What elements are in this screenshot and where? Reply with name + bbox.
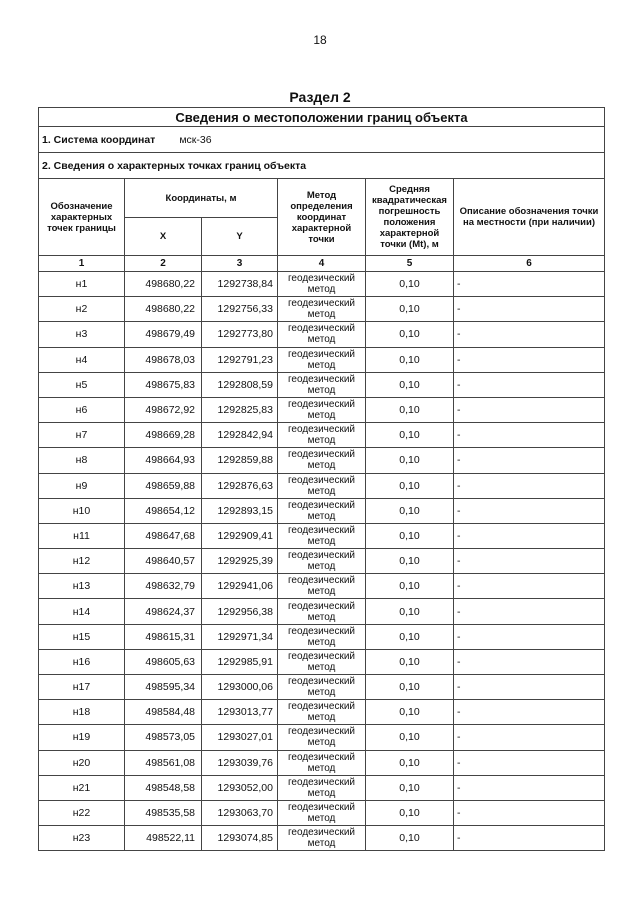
error-cell: 0,10 xyxy=(366,397,454,422)
method-cell: геодезический метод xyxy=(278,826,366,851)
method-cell: геодезический метод xyxy=(278,775,366,800)
point-name-cell: н17 xyxy=(39,675,125,700)
x-coordinate-cell: 498584,48 xyxy=(125,700,202,725)
description-cell: - xyxy=(454,599,605,624)
description-cell: - xyxy=(454,624,605,649)
point-name-cell: н3 xyxy=(39,322,125,347)
y-coordinate-cell: 1293013,77 xyxy=(202,700,278,725)
object-title-row xyxy=(39,108,605,127)
x-coordinate-cell: 498548,58 xyxy=(125,775,202,800)
y-coordinate-cell: 1293052,00 xyxy=(202,775,278,800)
table-row xyxy=(39,826,605,851)
point-name-cell: н4 xyxy=(39,347,125,372)
x-coordinate-cell: 498672,92 xyxy=(125,397,202,422)
method-cell: геодезический метод xyxy=(278,473,366,498)
coordinate-system-row xyxy=(39,127,605,153)
method-cell: геодезический метод xyxy=(278,624,366,649)
description-cell: - xyxy=(454,574,605,599)
y-coordinate-cell: 1292859,88 xyxy=(202,448,278,473)
point-name-cell: н8 xyxy=(39,448,125,473)
y-coordinate-cell: 1292893,15 xyxy=(202,498,278,523)
y-coordinate-cell: 1292941,06 xyxy=(202,574,278,599)
x-coordinate-cell: 498680,22 xyxy=(125,297,202,322)
table-row xyxy=(39,549,605,574)
point-name-cell: н19 xyxy=(39,725,125,750)
error-cell: 0,10 xyxy=(366,649,454,674)
description-cell: - xyxy=(454,800,605,825)
column-number: 1 xyxy=(39,256,125,272)
table-row xyxy=(39,397,605,422)
y-coordinate-cell: 1293063,70 xyxy=(202,800,278,825)
error-cell: 0,10 xyxy=(366,347,454,372)
error-cell: 0,10 xyxy=(366,599,454,624)
error-cell: 0,10 xyxy=(366,800,454,825)
table-row xyxy=(39,448,605,473)
header-row-top xyxy=(39,179,605,218)
column-number-row xyxy=(39,256,605,272)
table-row xyxy=(39,675,605,700)
error-cell: 0,10 xyxy=(366,775,454,800)
method-cell: геодезический метод xyxy=(278,750,366,775)
y-coordinate-cell: 1293027,01 xyxy=(202,725,278,750)
description-cell: - xyxy=(454,549,605,574)
description-cell: - xyxy=(454,372,605,397)
description-cell: - xyxy=(454,397,605,422)
method-cell: геодезический метод xyxy=(278,498,366,523)
point-name-cell: н15 xyxy=(39,624,125,649)
point-name-cell: н9 xyxy=(39,473,125,498)
y-coordinate-cell: 1292808,59 xyxy=(202,372,278,397)
column-number: 4 xyxy=(278,256,366,272)
method-cell: геодезический метод xyxy=(278,800,366,825)
table-row xyxy=(39,599,605,624)
table-row xyxy=(39,574,605,599)
error-cell: 0,10 xyxy=(366,297,454,322)
method-cell: геодезический метод xyxy=(278,549,366,574)
x-coordinate-cell: 498675,83 xyxy=(125,372,202,397)
description-cell: - xyxy=(454,649,605,674)
y-coordinate-cell: 1292738,84 xyxy=(202,272,278,297)
method-cell: геодезический метод xyxy=(278,725,366,750)
point-name-cell: н18 xyxy=(39,700,125,725)
error-cell: 0,10 xyxy=(366,700,454,725)
table-row xyxy=(39,347,605,372)
point-name-cell: н14 xyxy=(39,599,125,624)
error-cell: 0,10 xyxy=(366,624,454,649)
point-name-cell: н11 xyxy=(39,523,125,548)
y-coordinate-cell: 1293039,76 xyxy=(202,750,278,775)
method-cell: геодезический метод xyxy=(278,599,366,624)
x-coordinate-cell: 498573,05 xyxy=(125,725,202,750)
table-row xyxy=(39,700,605,725)
table-row xyxy=(39,498,605,523)
object-title: Сведения о местоположении границ объекта xyxy=(39,108,605,127)
header-y: Y xyxy=(202,218,278,256)
header-error: Средняя квадратическая погрешность положения характерной точки (Mt), м xyxy=(366,179,454,256)
y-coordinate-cell: 1292876,63 xyxy=(202,473,278,498)
y-coordinate-cell: 1292773,80 xyxy=(202,322,278,347)
y-coordinate-cell: 1293074,85 xyxy=(202,826,278,851)
table-row xyxy=(39,649,605,674)
y-coordinate-cell: 1292909,41 xyxy=(202,523,278,548)
header-method: Метод определения координат характерной точки xyxy=(278,179,366,256)
x-coordinate-cell: 498678,03 xyxy=(125,347,202,372)
description-cell: - xyxy=(454,675,605,700)
error-cell: 0,10 xyxy=(366,826,454,851)
point-name-cell: н10 xyxy=(39,498,125,523)
x-coordinate-cell: 498615,31 xyxy=(125,624,202,649)
point-name-cell: н12 xyxy=(39,549,125,574)
point-name-cell: н22 xyxy=(39,800,125,825)
x-coordinate-cell: 498654,12 xyxy=(125,498,202,523)
x-coordinate-cell: 498561,08 xyxy=(125,750,202,775)
point-name-cell: н20 xyxy=(39,750,125,775)
table-row xyxy=(39,750,605,775)
y-coordinate-cell: 1292791,23 xyxy=(202,347,278,372)
point-name-cell: н23 xyxy=(39,826,125,851)
section-title: Раздел 2 xyxy=(289,89,351,105)
y-coordinate-cell: 1292756,33 xyxy=(202,297,278,322)
coordinate-system-value: мск-36 xyxy=(179,133,212,146)
x-coordinate-cell: 498595,34 xyxy=(125,675,202,700)
method-cell: геодезический метод xyxy=(278,322,366,347)
method-cell: геодезический метод xyxy=(278,649,366,674)
method-cell: геодезический метод xyxy=(278,574,366,599)
error-cell: 0,10 xyxy=(366,322,454,347)
points-section-row xyxy=(39,153,605,179)
x-coordinate-cell: 498679,49 xyxy=(125,322,202,347)
table-row xyxy=(39,473,605,498)
description-cell: - xyxy=(454,775,605,800)
table-row xyxy=(39,800,605,825)
x-coordinate-cell: 498535,58 xyxy=(125,800,202,825)
table-row xyxy=(39,372,605,397)
method-cell: геодезический метод xyxy=(278,272,366,297)
method-cell: геодезический метод xyxy=(278,423,366,448)
error-cell: 0,10 xyxy=(366,473,454,498)
description-cell: - xyxy=(454,297,605,322)
column-number: 3 xyxy=(202,256,278,272)
point-name-cell: н21 xyxy=(39,775,125,800)
y-coordinate-cell: 1292985,91 xyxy=(202,649,278,674)
table-row xyxy=(39,297,605,322)
description-cell: - xyxy=(454,473,605,498)
description-cell: - xyxy=(454,523,605,548)
error-cell: 0,10 xyxy=(366,448,454,473)
header-description: Описание обозначения точки на местности (при наличии) xyxy=(454,179,605,256)
method-cell: геодезический метод xyxy=(278,347,366,372)
header-point-name: Обозначение характерных точек границы xyxy=(39,179,125,256)
error-cell: 0,10 xyxy=(366,750,454,775)
error-cell: 0,10 xyxy=(366,372,454,397)
table-row xyxy=(39,725,605,750)
table-row xyxy=(39,523,605,548)
page-number: 18 xyxy=(313,33,327,47)
x-coordinate-cell: 498632,79 xyxy=(125,574,202,599)
y-coordinate-cell: 1292842,94 xyxy=(202,423,278,448)
method-cell: геодезический метод xyxy=(278,397,366,422)
x-coordinate-cell: 498680,22 xyxy=(125,272,202,297)
points-section-title: 2. Сведения о характерных точках границ объекта xyxy=(39,153,605,179)
x-coordinate-cell: 498659,88 xyxy=(125,473,202,498)
description-cell: - xyxy=(454,272,605,297)
point-name-cell: н5 xyxy=(39,372,125,397)
error-cell: 0,10 xyxy=(366,423,454,448)
y-coordinate-cell: 1292956,38 xyxy=(202,599,278,624)
table-row xyxy=(39,272,605,297)
x-coordinate-cell: 498605,63 xyxy=(125,649,202,674)
point-name-cell: н1 xyxy=(39,272,125,297)
error-cell: 0,10 xyxy=(366,523,454,548)
column-number: 5 xyxy=(366,256,454,272)
method-cell: геодезический метод xyxy=(278,448,366,473)
y-coordinate-cell: 1292925,39 xyxy=(202,549,278,574)
description-cell: - xyxy=(454,826,605,851)
description-cell: - xyxy=(454,750,605,775)
point-name-cell: н2 xyxy=(39,297,125,322)
x-coordinate-cell: 498647,68 xyxy=(125,523,202,548)
description-cell: - xyxy=(454,423,605,448)
y-coordinate-cell: 1292825,83 xyxy=(202,397,278,422)
description-cell: - xyxy=(454,322,605,347)
x-coordinate-cell: 498664,93 xyxy=(125,448,202,473)
method-cell: геодезический метод xyxy=(278,700,366,725)
x-coordinate-cell: 498640,57 xyxy=(125,549,202,574)
description-cell: - xyxy=(454,725,605,750)
error-cell: 0,10 xyxy=(366,498,454,523)
error-cell: 0,10 xyxy=(366,549,454,574)
error-cell: 0,10 xyxy=(366,675,454,700)
x-coordinate-cell: 498669,28 xyxy=(125,423,202,448)
table-row xyxy=(39,775,605,800)
description-cell: - xyxy=(454,448,605,473)
point-name-cell: н6 xyxy=(39,397,125,422)
description-cell: - xyxy=(454,700,605,725)
boundary-table xyxy=(38,107,605,851)
method-cell: геодезический метод xyxy=(278,523,366,548)
description-cell: - xyxy=(454,347,605,372)
table-row xyxy=(39,624,605,649)
x-coordinate-cell: 498522,11 xyxy=(125,826,202,851)
x-coordinate-cell: 498624,37 xyxy=(125,599,202,624)
point-name-cell: н13 xyxy=(39,574,125,599)
error-cell: 0,10 xyxy=(366,574,454,599)
table-row xyxy=(39,423,605,448)
y-coordinate-cell: 1293000,06 xyxy=(202,675,278,700)
coordinate-system-label: 1. Система координат xyxy=(42,133,156,146)
error-cell: 0,10 xyxy=(366,725,454,750)
method-cell: геодезический метод xyxy=(278,372,366,397)
y-coordinate-cell: 1292971,34 xyxy=(202,624,278,649)
description-cell: - xyxy=(454,498,605,523)
column-number: 6 xyxy=(454,256,605,272)
method-cell: геодезический метод xyxy=(278,675,366,700)
point-name-cell: н16 xyxy=(39,649,125,674)
method-cell: геодезический метод xyxy=(278,297,366,322)
point-name-cell: н7 xyxy=(39,423,125,448)
table-row xyxy=(39,322,605,347)
header-x: X xyxy=(125,218,202,256)
header-coordinates: Координаты, м xyxy=(125,179,278,218)
column-number: 2 xyxy=(125,256,202,272)
error-cell: 0,10 xyxy=(366,272,454,297)
